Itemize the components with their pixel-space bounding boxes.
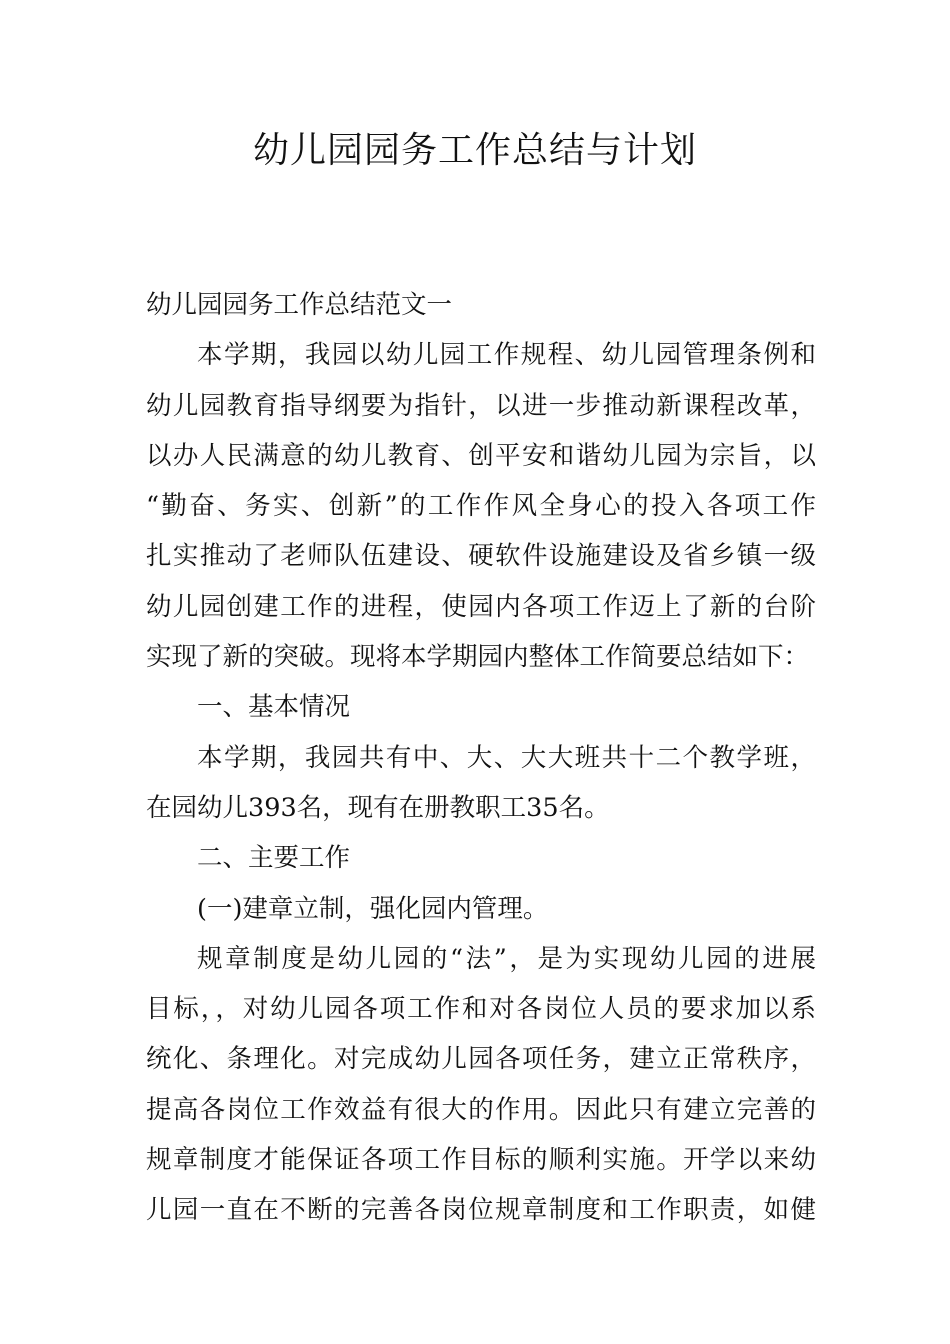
paragraph-line: 儿园一直在不断的完善各岗位规章制度和工作职责，如健 — [146, 1195, 816, 1226]
paragraph-line: 本学期，我园共有中、大、大大班共十二个教学班， — [197, 742, 816, 773]
paragraph-line: 规章制度是幼儿园的“法”，是为实现幼儿园的进展 — [197, 943, 816, 974]
paragraph-line: 幼儿园教育指导纲要为指针，以进一步推动新课程改革， — [146, 390, 816, 421]
paragraph-line: 规章制度才能保证各项工作目标的顺利实施。开学以来幼 — [146, 1145, 816, 1176]
paragraph-line: 幼儿园园务工作总结范文一 — [146, 290, 453, 320]
paragraph-line: (一)建章立制，强化园内管理。 — [197, 893, 549, 924]
paragraph-line: 实现了新的突破。现将本学期园内整体工作简要总结如下： — [146, 642, 810, 673]
document-title: 幼儿园园务工作总结与计划 — [252, 130, 697, 171]
paragraph-line: 一、基本情况 — [197, 692, 351, 723]
paragraph-line: 目标，，对幼儿园各项工作和对各岗位人员的要求加以系 — [146, 994, 816, 1025]
paragraph-line: 统化、条理化。对完成幼儿园各项任务，建立正常秩序， — [146, 1044, 816, 1075]
paragraph-line: 二、主要工作 — [197, 843, 351, 874]
paragraph-line: 本学期，我园以幼儿园工作规程、幼儿园管理条例和 — [197, 340, 816, 371]
paragraph-line: 幼儿园创建工作的进程，使园内各项工作迈上了新的台阶 — [146, 591, 816, 622]
paragraph-line: “勤奋、务实、创新”的工作作风全身心的投入各项工作 — [146, 491, 816, 522]
paragraph-line: 在园幼儿393名，现有在册教职工35名。 — [146, 792, 610, 823]
paragraph-line: 提高各岗位工作效益有很大的作用。因此只有建立完善的 — [146, 1094, 816, 1125]
paragraph-line: 以办人民满意的幼儿教育、创平安和谐幼儿园为宗旨，以 — [146, 440, 816, 471]
document-body — [146, 280, 816, 1236]
paragraph-line: 扎实推动了老师队伍建设、硬软件设施建设及省乡镇一级 — [146, 541, 816, 572]
